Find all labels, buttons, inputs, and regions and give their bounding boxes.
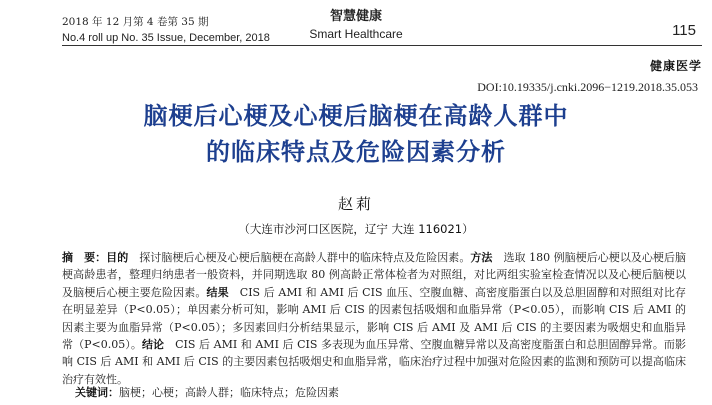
issue-cn: 2018 年 12 月第 4 卷第 35 期: [62, 16, 209, 28]
journal-name-cn: 智慧健康: [329, 9, 382, 24]
title-line-2: 的临床特点及危险因素分析: [206, 138, 506, 166]
page-number: 115: [672, 22, 696, 39]
doi: DOI:10.19335/j.cnki.2096−1219.2018.35.053: [477, 80, 698, 94]
section-tag: 健康医学: [649, 59, 702, 73]
conclusion-text: CIS 后 AMI 和 AMI 后 CIS 多表现为血压异常、空腹血糖异常以及高密度脂蛋白和总胆固醇异常。而影响 CIS 后 AMI 和 AMI 后 CIS 的主要因素包括吸烟史和血脂异常，临床治疗过程中加强对危险因素的监测和预防可以提高临床治疗有效性。: [62, 338, 686, 386]
results-label: 结果: [206, 285, 229, 299]
keywords-text: 脑梗；心梗；高龄人群；临床特点；危险因素: [119, 386, 339, 399]
article-title: [0, 98, 712, 170]
keywords-label: 关键词：: [75, 386, 119, 399]
journal-name-en: Smart Healthcare: [309, 27, 403, 41]
abstract-label: 摘 要：: [62, 251, 107, 264]
conclusion-label: 结论: [141, 338, 165, 352]
methods-label: 方法: [470, 251, 493, 264]
abstract: [62, 249, 686, 388]
objective-label: 目的: [106, 251, 129, 264]
affiliation: （大连市沙河口区医院，辽宁 大连 116021）: [238, 222, 474, 236]
header-divider: [62, 45, 702, 46]
objective-text: 探讨脑梗后心梗及心梗后脑梗在高龄人群中的临床特点及危险因素。: [128, 251, 471, 264]
author: 赵莉: [337, 195, 374, 213]
keywords: [75, 384, 339, 401]
results-text: CIS 后 AMI 和 AMI 后 CIS 血压、空腹血糖、高密度脂蛋白以及总胆固醇和对照组对比存在明显差异（P<0.05）；单因素分析可知，影响 AMI 后 CIS 的因素包括吸烟和血脂异常（P<0.05），而影响 CIS 后 AMI 的因素主要为血脂异常（P<0.05）；多因素回归分析结果显示，影响 CIS 后 AMI 及 AMI 后 CIS 的主要因素为吸烟史和血脂异常（P<0.05）。: [62, 285, 686, 352]
journal-name: [0, 8, 712, 42]
title-line-1: 脑梗后心梗及心梗后脑梗在高龄人群中: [143, 102, 569, 130]
methods-text: 选取 180 例脑梗后心梗以及心梗后脑梗高龄患者，整理归纳患者一般资料，并同期选取 80 例高龄正常体检者为对照组，对比两组实验室检查情况以及心梗后脑梗以及脑梗后心梗主要危险因素。: [62, 251, 687, 299]
issue-en: No.4 roll up No. 35 Issue, December, 2018: [62, 32, 270, 44]
